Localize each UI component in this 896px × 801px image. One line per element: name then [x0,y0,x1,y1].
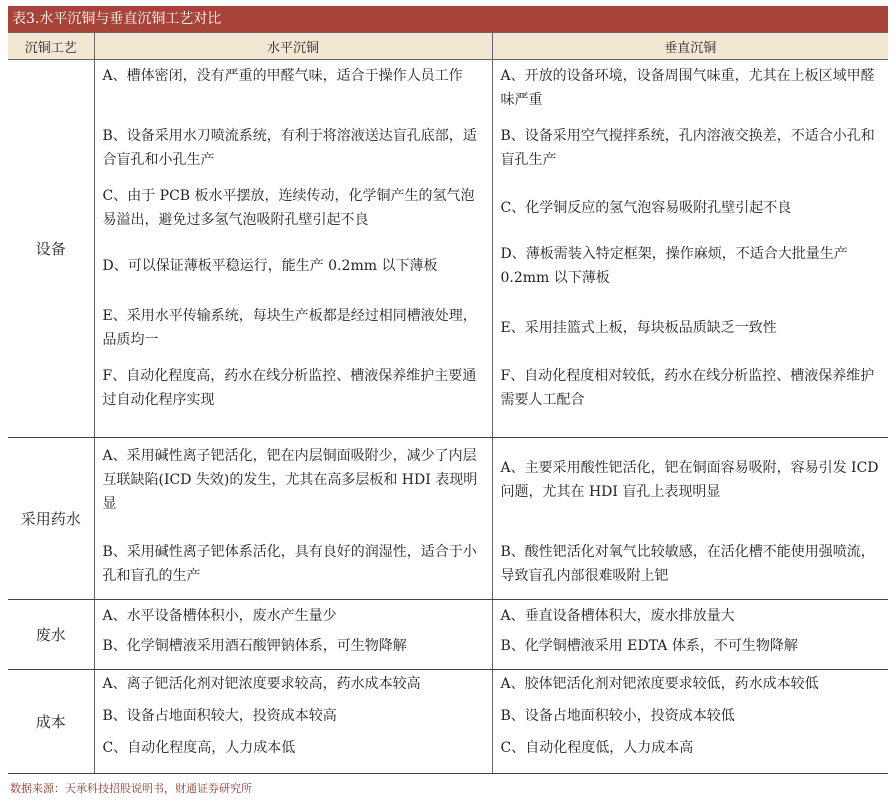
list-item: A、槽体密闭，没有严重的甲醛气味，适合于操作人员工作 [102,68,463,84]
list-item: A、水平设备槽体积小，废水产生量少 [102,608,337,624]
table-row [8,438,888,600]
list-item: B、采用碱性离子钯体系活化，具有良好的润湿性，适合于小孔和盲孔的生产 [102,544,477,584]
list-item: B、设备采用水刀喷流系统，有利于将溶液送达盲孔底部，适合盲孔和小孔生产 [102,128,477,168]
category-cell: 采用药水 [8,438,94,600]
horizontal-cell [94,438,492,600]
vertical-cell [492,60,888,438]
horizontal-cell [94,600,492,670]
table-row [8,60,888,438]
list-item: A、采用碱性离子钯活化，钯在内层铜面吸附少，减少了内层互联缺陷(ICD 失效)的发生，尤其在高多层板和 HDI 表现明显 [102,448,478,512]
list-item: D、可以保证薄板平稳运行，能生产 0.2mm 以下薄板 [102,258,438,274]
header-vertical: 垂直沉铜 [492,33,888,60]
table-row [8,670,888,774]
list-item: B、化学铜槽液采用酒石酸钾钠体系，可生物降解 [102,638,407,654]
table-row [8,600,888,670]
table-title: 表3.水平沉铜与垂直沉铜工艺对比 [8,6,888,32]
list-item: B、化学铜槽液采用 EDTA 体系，不可生物降解 [500,638,798,654]
list-item: C、自动化程度低，人力成本高 [500,740,694,756]
list-item: F、自动化程度高，药水在线分析监控、槽液保养维护主要通过自动化程序实现 [102,368,477,408]
list-item: A、主要采用酸性钯活化，钯在铜面容易吸附，容易引发 ICD 问题，尤其在 HDI 盲孔上表现明显 [500,460,879,500]
category-cell: 废水 [8,600,94,670]
list-item: F、自动化程度相对较低，药水在线分析监控、槽液保养维护需要人工配合 [500,368,875,408]
list-item: D、薄板需装入特定框架，操作麻烦，不适合大批量生产 0.2mm 以下薄板 [500,246,848,286]
source-note: 数据来源：天承科技招股说明书，财通证券研究所 [10,782,252,795]
list-item: C、化学铜反应的氢气泡容易吸附孔壁引起不良 [500,200,792,216]
vertical-cell [492,438,888,600]
header-horizontal: 水平沉铜 [94,33,492,60]
list-item: A、胶体钯活化剂对钯浓度要求较低，药水成本较低 [500,676,819,692]
list-item: B、设备采用空气搅拌系统，孔内溶液交换差，不适合小孔和盲孔生产 [500,128,875,168]
vertical-cell [492,600,888,670]
list-item: C、自动化程度高，人力成本低 [102,740,296,756]
vertical-cell [492,670,888,774]
list-item: E、采用水平传输系统，每块生产板都是经过相同槽液处理，品质均一 [102,308,477,348]
list-item: B、酸性钯活化对氧气比较敏感，在活化槽不能使用强喷流，导致盲孔内部很难吸附上钯 [500,544,875,584]
category-cell: 成本 [8,670,94,774]
list-item: A、开放的设备环境，设备周围气味重，尤其在上板区域甲醛味严重 [500,68,875,108]
table-header-row [8,33,888,60]
list-item: B、设备占地面积较小，投资成本较低 [500,708,735,724]
list-item: E、采用挂篮式上板，每块板品质缺乏一致性 [500,320,777,336]
horizontal-cell [94,670,492,774]
comparison-table [8,32,888,774]
category-cell: 设备 [8,60,94,438]
list-item: A、离子钯活化剂对钯浓度要求较高，药水成本较高 [102,676,421,692]
list-item: A、垂直设备槽体积大，废水排放量大 [500,608,735,624]
list-item: C、由于 PCB 板水平摆放，连续传动，化学铜产生的氢气泡易溢出，避免过多氢气泡吸附孔壁引起不良 [102,188,475,228]
header-process: 沉铜工艺 [8,33,94,60]
horizontal-cell [94,60,492,438]
list-item: B、设备占地面积较大，投资成本较高 [102,708,337,724]
